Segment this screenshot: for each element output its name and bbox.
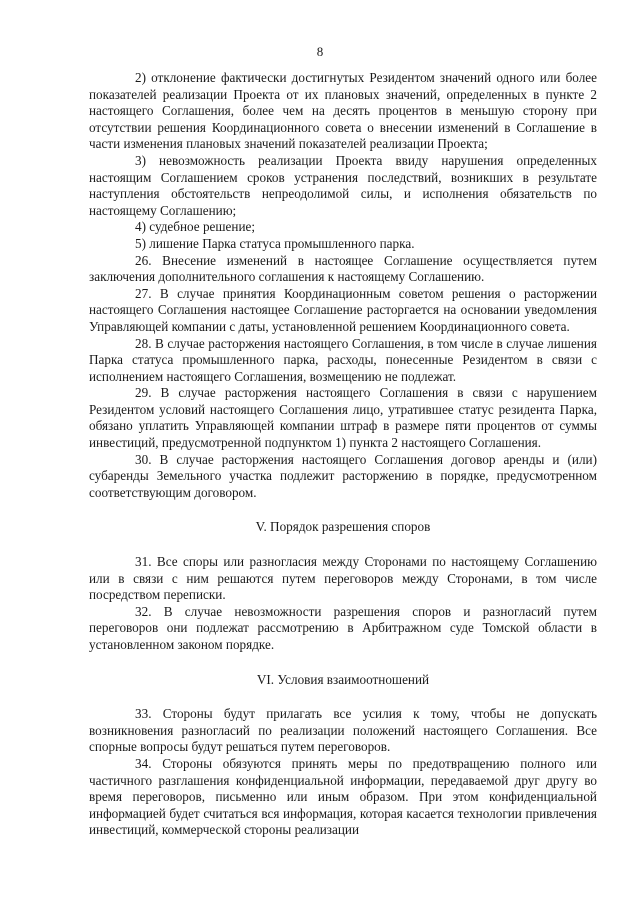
- document-body: [89, 70, 597, 839]
- paragraph-32: 32. В случае невозможности разрешения споров и разногласий путем переговоров они подлежат рассмотрению в Арбитражном суде Томской области в установленном законом порядке.: [89, 603, 597, 652]
- paragraph-25-5: 5) лишение Парка статуса промышленного парка.: [135, 235, 415, 251]
- paragraph-31: 31. Все споры или разногласия между Сторонами по настоящему Соглашению или в связи с ним решаются путем переговоров между Сторонами, в том числе посредством переписки.: [89, 554, 597, 603]
- paragraph-25-2: 2) отклонение фактически достигнутых Резидентом значений одного или более показателей реализации Проекта от их плановых значений, определенных в пункте 2 настоящего Соглашения, более чем на десять процентов в меньшую сторону при отсутствии решения Координационного совета о внесении изменений в Соглашение в части изменения плановых значений показателей реализации Проекта;: [89, 70, 597, 152]
- section-v-heading: V. Порядок разрешения споров: [255, 519, 431, 535]
- section-vi-heading: VI. Условия взаимоотношений: [256, 671, 430, 687]
- paragraph-26: 26. Внесение изменений в настоящее Соглашение осуществляется путем заключения дополнительного соглашения к настоящему Соглашению.: [89, 252, 597, 285]
- paragraph-34: 34. Стороны обязуются принять меры по предотвращению полного или частичного разглашения конфиденциальной информации, передаваемой друг другу во время переговоров, письменно или иным образом. При этом конфиденциальной информацией будет считаться вся информация, которая касается технологии привлечения инвестиций, коммерческой стороны реализации: [89, 755, 597, 838]
- page-number: 8: [316, 44, 324, 59]
- paragraph-27: 27. В случае принятия Координационным советом решения о расторжении настоящего Соглашения настоящее Соглашение расторгается на основании уведомления Управляющей компании с даты, установленной решением Координационного совета.: [89, 285, 597, 334]
- paragraph-33: 33. Стороны будут прилагать все усилия к тому, чтобы не допускать возникновения разногласий по реализации положений настоящего Соглашения. Все спорные вопросы будут решаться путем переговоров.: [89, 706, 597, 755]
- paragraph-29: 29. В случае расторжения настоящего Соглашения в связи с нарушением Резидентом условий настоящего Соглашения лицо, утратившее статус резидента Парка, обязано уплатить Управляющей компании штраф в размере пяти процентов от суммы инвестиций, предусмотренной подпунктом 1) пункта 2 настоящего Соглашения.: [89, 385, 597, 451]
- paragraph-25-4: 4) судебное решение;: [135, 219, 256, 235]
- paragraph-28: 28. В случае расторжения настоящего Соглашения, в том числе в случае лишения Парка статуса промышленного парка, расходы, понесенные Резидентом в связи с исполнением настоящего Соглашения, возмещению не подлежат.: [89, 335, 597, 384]
- paragraph-25-3: 3) невозможность реализации Проекта ввиду нарушения определенных настоящим Соглашением сроков устранения последствий, возникших в результате наступления обстоятельств непреодолимой силы, и исполнения обязательств по настоящему Соглашению;: [89, 152, 597, 218]
- paragraph-30: 30. В случае расторжения настоящего Соглашения договор аренды и (или) субаренды Земельного участка подлежит расторжению в порядке, предусмотренном соответствующим договором.: [89, 451, 597, 500]
